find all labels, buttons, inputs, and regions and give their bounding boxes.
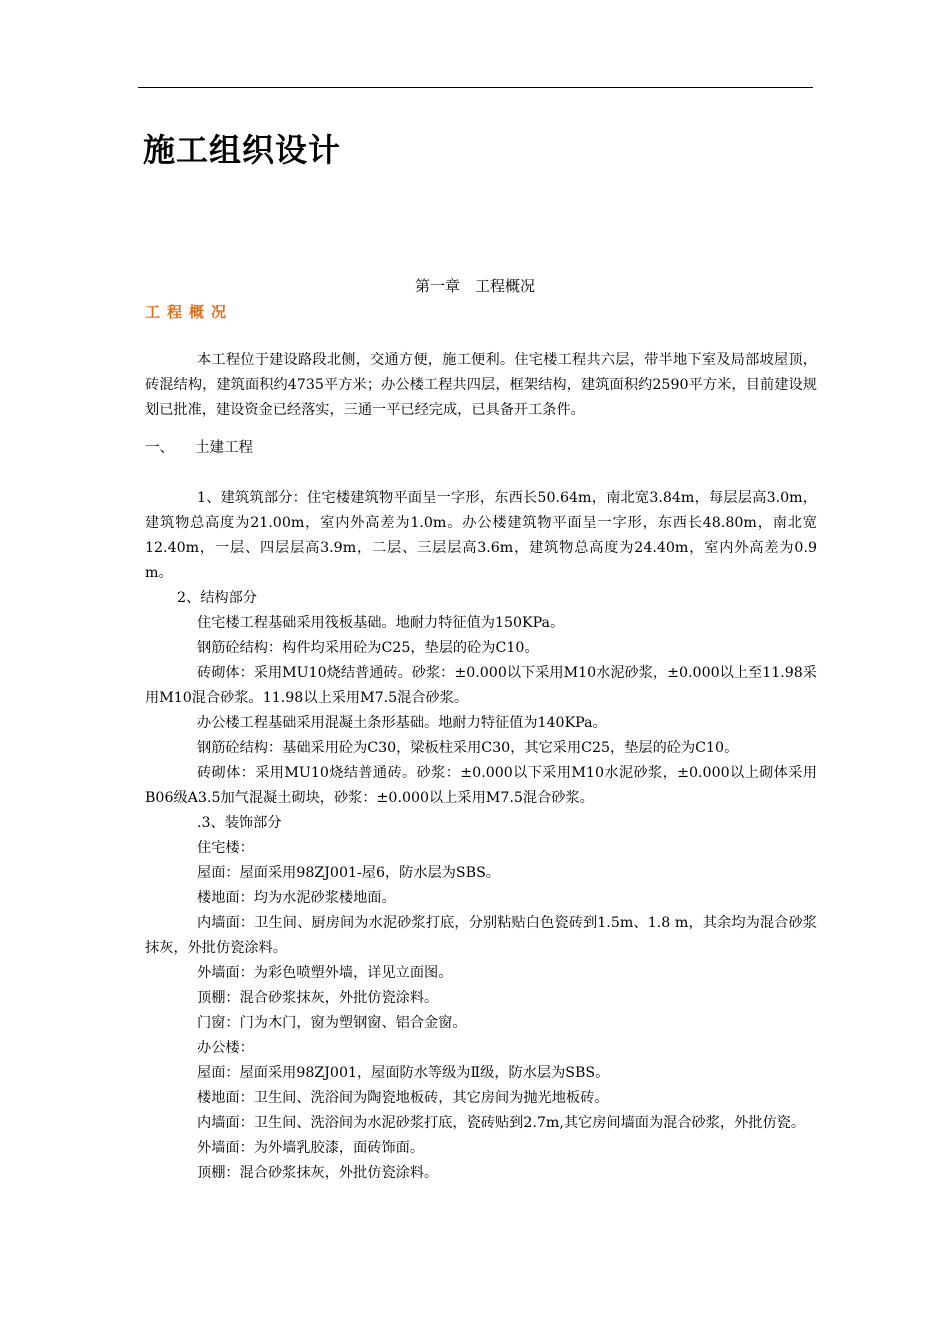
paragraph: 屋面：屋面采用98ZJ001-屋6，防水层为SBS。 bbox=[197, 865, 500, 881]
paragraph: 楼地面：卫生间、洗浴间为陶瓷地板砖，其它房间为抛光地板砖。 bbox=[197, 1090, 609, 1106]
part-title: 土建工程 bbox=[195, 440, 253, 456]
header-rule bbox=[138, 87, 813, 88]
paragraph: 屋面：屋面采用98ZJ001，屋面防水等级为Ⅱ级，防水层为SBS。 bbox=[197, 1065, 610, 1081]
paragraph: 办公楼工程基础采用混凝土条形基础。地耐力特征值为140KPa。 bbox=[197, 715, 607, 731]
paragraph: 顶棚：混合砂浆抹灰，外批仿瓷涂料。 bbox=[197, 990, 439, 1006]
paragraph: 门窗：门为木门，窗为塑钢窗、铝合金窗。 bbox=[197, 1015, 467, 1031]
chapter-heading: 第一章 工程概况 bbox=[414, 277, 535, 295]
paragraph: 住宅楼工程基础采用筏板基础。地耐力特征值为150KPa。 bbox=[197, 615, 565, 631]
document-title: 施工组织设计 bbox=[143, 131, 342, 169]
paragraph: 钢筋砼结构：基础采用砼为C30，梁板柱采用C30，其它采用C25，垫层的砼为C10。 bbox=[197, 740, 739, 756]
paragraph: 砖砌体：采用MU10烧结普通砖。砂浆：±0.000以下采用M10水泥砂浆，±0.000以上至11.98采用M10混合砂浆。11.98以上采用M7.5混合砂浆。 bbox=[145, 665, 817, 706]
paragraph: 内墙面：卫生间、厨房间为水泥砂浆打底，分别粘贴白色瓷砖到1.5m、1.8 m，其余均为混合砂浆抹灰，外批仿瓷涂料。 bbox=[145, 915, 817, 956]
subheading-office: 办公楼： bbox=[197, 1040, 254, 1056]
subheading-structure: 2、结构部分 bbox=[177, 590, 257, 606]
paragraph: 楼地面：均为水泥砂浆楼地面。 bbox=[197, 890, 396, 906]
part-heading-civil bbox=[145, 438, 253, 458]
section-label: 工程概况 bbox=[145, 303, 234, 321]
paragraph: 外墙面：为外墙乳胶漆，面砖饰面。 bbox=[197, 1140, 425, 1156]
subheading-residential: 住宅楼： bbox=[197, 840, 254, 856]
paragraph: 砖砌体：采用MU10烧结普通砖。砂浆：±0.000以下采用M10水泥砂浆，±0.000以上砌体采用B06级A3.5加气混凝土砌块，砂浆：±0.000以上采用M7.5混合砂浆。 bbox=[145, 765, 817, 806]
paragraph: 内墙面：卫生间、洗浴间为水泥砂浆打底，瓷砖贴到2.7m,其它房间墙面为混合砂浆，外批仿瓷。 bbox=[197, 1115, 806, 1131]
intro-paragraph: 本工程位于建设路段北侧，交通方便，施工便利。住宅楼工程共六层，带半地下室及局部坡屋顶，砖混结构，建筑面积约4735平方米；办公楼工程共四层，框架结构，建筑面积约2590平方米，目前建设规划已批准，建设资金已经落实，三通一平已经完成，已具备开工条件。 bbox=[145, 352, 817, 418]
body-block bbox=[145, 486, 817, 1186]
part-number: 一、 bbox=[145, 440, 174, 456]
paragraph: 钢筋砼结构：构件均采用砼为C25，垫层的砼为C10。 bbox=[197, 640, 539, 656]
subheading-decoration: .3、装饰部分 bbox=[197, 815, 282, 831]
intro-block bbox=[145, 348, 817, 423]
paragraph: 顶棚：混合砂浆抹灰，外批仿瓷涂料。 bbox=[197, 1165, 439, 1181]
paragraph: 外墙面：为彩色喷塑外墙，详见立面图。 bbox=[197, 965, 453, 981]
paragraph-building: 1、建筑筑部分：住宅楼建筑物平面呈一字形，东西长50.64m，南北宽3.84m，每层层高3.0m，建筑物总高度为21.00m，室内外高差为1.0m。办公楼建筑物平面呈一字形，东西长48.80m，南北宽12.40m，一层、四层层高3.9m，二层、三层层高3.6m，建筑物总高度为24.40m，室内外高差为0.9 m。 bbox=[145, 490, 817, 581]
